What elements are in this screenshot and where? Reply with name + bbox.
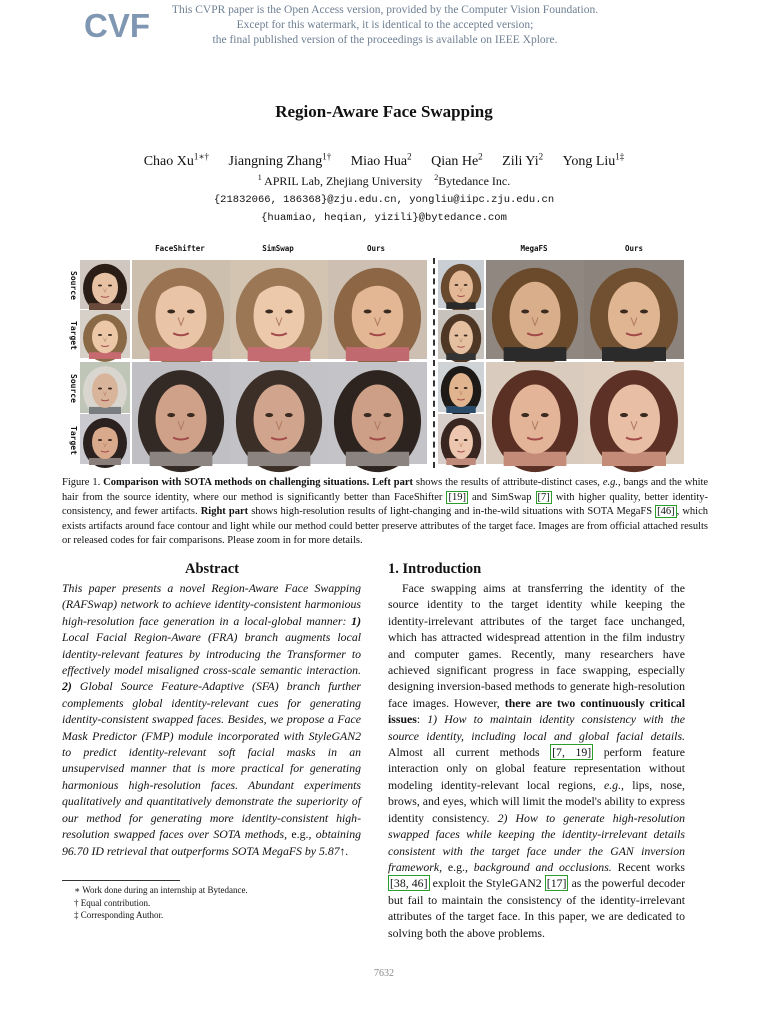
result-simswap-1 (230, 260, 328, 359)
intro-part: exploit the StyleGAN2 (432, 876, 542, 891)
author-name: Qian He (431, 153, 479, 169)
intro-heading: 1. Introduction (388, 561, 482, 577)
abstract-heading: Abstract (185, 561, 239, 577)
affil-1-sup: 1 (257, 173, 262, 182)
intro-part: Recent works (617, 859, 685, 874)
figure-caption (62, 476, 708, 549)
abstract-part: , obtaining 96.70 ID retrieval that outperforms SOTA MegaFS by 5.87↑. (62, 827, 361, 858)
result-ours-1 (328, 260, 427, 359)
cvf-logo-mark (84, 6, 150, 44)
affil-2: Bytedance Inc. (438, 174, 511, 188)
author-sup: 1‡ (615, 151, 625, 161)
abstract-text (62, 580, 361, 859)
citation-link[interactable]: [19] (448, 491, 466, 503)
author-sup: 1† (322, 151, 332, 161)
footnote: ‡ Corresponding Author. (74, 910, 164, 920)
result-ours-2 (328, 362, 427, 464)
caption-text: and SimSwap (472, 491, 532, 503)
affil-2-sup: 2 (434, 173, 439, 182)
caption-text: with higher quality, better identity-consistency, and fewer artifacts. (62, 491, 709, 518)
result-megafs-1 (486, 260, 584, 359)
abstract-num: 1) (351, 613, 361, 628)
author-list (0, 151, 768, 170)
row-label-target-2: Target (69, 425, 78, 455)
intro-part: Face swapping aims at transferring the identity of the source identity to the target identity while keeping the identity-irrelevant attributes of the target face unchanged, which has attracted widespread attention in the film industry and computer games. Recently, many researchers have achieved significant progress in face swapping, especially designing inversion-based methods to generate high-resolution face images. However, (388, 581, 685, 710)
intro-part: : (416, 712, 421, 727)
intro-part: as the powerful decoder but fail to maintain the consistency of the identity-irrelevant attributes of the target face. In this paper, we are dedicated to solving both the above problems. (388, 876, 686, 940)
cvf-logo-text: CVF (84, 7, 150, 44)
author (350, 151, 412, 169)
author-sup: 2 (538, 151, 544, 161)
row-label-target-1: Target (69, 320, 78, 350)
row-label-source-1: Source (69, 270, 78, 300)
cvf-logo (84, 6, 150, 44)
author (228, 151, 332, 169)
result-faceshifter-2 (132, 362, 230, 464)
author-name: Jiangning Zhang (228, 153, 323, 169)
author (143, 151, 210, 169)
col-label-faceshifter: FaceShifter (155, 244, 205, 253)
author (502, 151, 544, 169)
source-face-2 (80, 362, 130, 413)
col-label-ours-right: Ours (624, 244, 644, 253)
intro-italic: 2) How to generate high-resolution swapped faces while keeping the identity-irrelevant details consistent with the target face under the GAN inversion framework, (388, 810, 685, 874)
abstract-num: 2) (62, 679, 72, 694)
footnotes (62, 884, 362, 922)
citation-link[interactable]: [46] (657, 506, 675, 518)
intro-part: , lips, nose, brows, and eyes, which will limit the model's ability to express identity consistency. (388, 777, 686, 825)
caption-text: , bangs and the white hair from the source identity, where our method is significantly better than FaceShifter (62, 477, 709, 503)
caption-left-part: Left part (372, 477, 413, 488)
affiliations (0, 173, 768, 189)
col-label-ours-left: Ours (366, 244, 386, 253)
caption-text: shows the results of attribute-distinct cases, (415, 477, 600, 488)
caption-right-part: Right part (200, 506, 249, 518)
result-megafs-2 (486, 362, 584, 464)
citation-link[interactable]: [7, 19] (552, 745, 592, 760)
abstract-part: Local Facial Region-Aware (FRA) branch augments local identity-relevant features by introducing the Transformer to effectively model misaligned cross-scale semantic interaction. (62, 630, 361, 678)
caption-eg: e.g. (602, 477, 618, 488)
email-line-2: {huamiao, heqian, yizili}@bytedance.com (261, 212, 507, 224)
author-name: Chao Xu (143, 153, 194, 169)
target-face-1 (80, 310, 130, 358)
footnote-rule (62, 880, 180, 881)
target-face-2 (80, 414, 130, 464)
author-name: Yong Liu (562, 153, 616, 169)
footnote: ∗ Work done during an internship at Bytedance. (74, 885, 248, 895)
caption-text: , which exists artifacts around face contour and light while our method could better preserve attributes of the target face. Images are from official attached results or released codes for fair comparisons. Please zoom in for more details. (62, 506, 708, 547)
author-name: Zili Yi (502, 153, 539, 169)
megafs-source-face-2 (438, 362, 484, 412)
intro-part: Almost all current methods (388, 745, 540, 760)
megafs-source-face-1 (438, 260, 484, 308)
intro-text (388, 580, 685, 941)
author (431, 151, 483, 169)
intro-italic: 1) How to maintain identity consistency with the source identity, including local and global facial details. (388, 712, 685, 743)
megafs-target-face-2 (438, 414, 484, 464)
abstract-eg: e.g. (291, 827, 309, 842)
citation-link[interactable]: [7] (537, 491, 550, 503)
result-ours-right-1 (584, 260, 684, 359)
figure-divider (433, 258, 435, 468)
intro-italic: , background and occlusions. (464, 859, 612, 874)
email-line-1: {21832066, 186368}@zju.edu.cn, yongliu@iipc.zju.edu.cn (213, 194, 555, 206)
author-name: Miao Hua (350, 153, 408, 169)
citation-link[interactable]: [17] (546, 876, 567, 891)
abstract-part: Global Source Feature-Adaptive (SFA) branch further complements global identity-relevant cues for generating identity-consistent swapped faces. Besides, we propose a Face Mask Predictor (FMP) module incorporated with StyleGAN2 to predict identity-relevant soft facial masks in an unsupervised manner that is more practical for generating harmonious high-resolution faces. Abundant experiments qualitatively and quantitatively demonstrate the superiority of our method for generating more identity-consistent high-resolution swapped faces over SOTA methods, (62, 679, 362, 842)
result-ours-right-2 (584, 362, 684, 464)
affil-1: APRIL Lab, Zhejiang University (264, 174, 423, 188)
result-faceshifter-1 (132, 260, 230, 359)
page-number: 7632 (374, 968, 394, 979)
caption-label: Figure 1. (62, 477, 101, 488)
intro-eg: e.g. (447, 859, 465, 874)
caption-bold: Comparison with SOTA methods on challenging situations. (103, 477, 370, 488)
abstract-part: This paper presents a novel Region-Aware Face Swapping (RAFSwap) network to achieve identity-consistent harmonious high-resolution face generation in a local-global manner: (62, 581, 361, 628)
author-sup: 2 (478, 151, 483, 161)
col-label-simswap: SimSwap (262, 244, 294, 253)
intro-part: perform feature interaction only on global feature representation without modeling identity-relevant local regions, (388, 745, 686, 792)
col-label-megafs: MegaFS (520, 244, 548, 253)
watermark (150, 3, 620, 48)
author (562, 151, 625, 169)
author-sup: 1∗† (193, 151, 210, 161)
source-face-1 (80, 260, 130, 309)
result-simswap-2 (230, 362, 328, 464)
paper-title: Region-Aware Face Swapping (275, 102, 493, 121)
footnote: † Equal contribution. (74, 897, 151, 908)
caption-text: shows high-resolution results of light-changing and in-the-wild situations with SOTA MegaFS (251, 506, 653, 518)
intro-eg: e.g. (604, 777, 622, 792)
intro-bold: there are two continuously critical issues (388, 695, 685, 727)
watermark-line-1: This CVPR paper is the Open Access version, provided by the Computer Vision Foundation. (171, 4, 599, 16)
watermark-line-3: the final published version of the proceedings is available on IEEE Xplore. (212, 34, 558, 46)
megafs-target-face-1 (438, 310, 484, 359)
author-sup: 2 (407, 151, 412, 161)
citation-link[interactable]: [38, 46] (390, 876, 428, 891)
row-label-source-2: Source (69, 373, 78, 403)
figure-1 (64, 244, 706, 470)
watermark-line-2: Except for this watermark, it is identical to the accepted version; (236, 19, 534, 31)
